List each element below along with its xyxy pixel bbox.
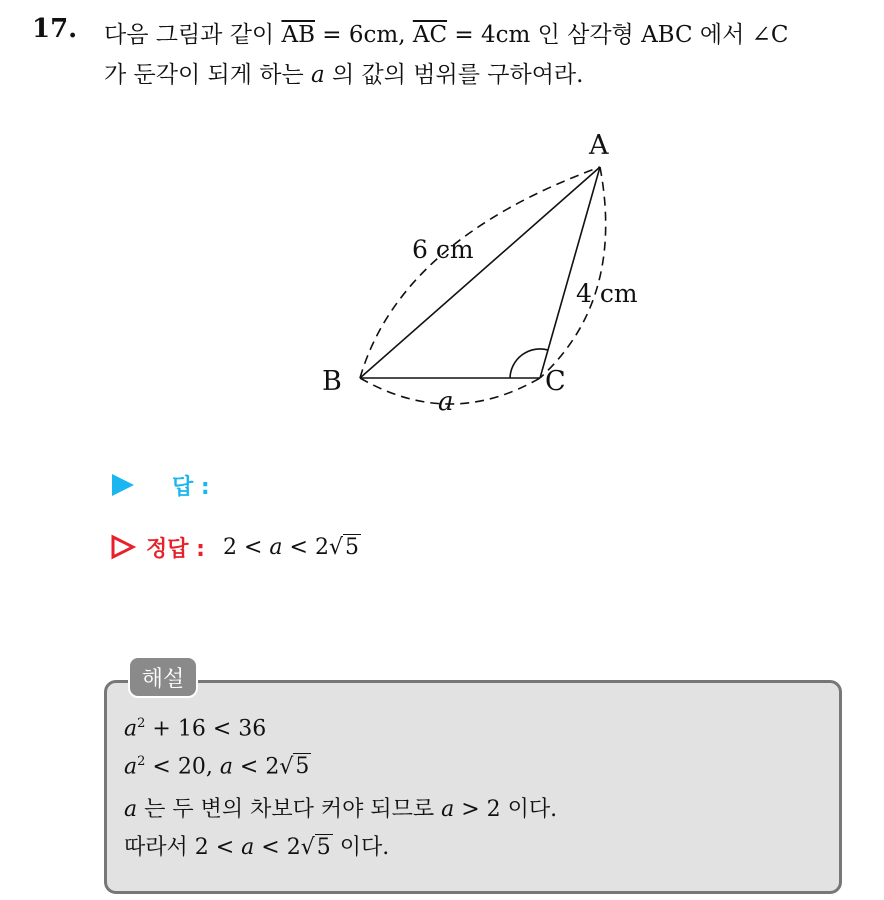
answer-label: 답 : bbox=[172, 474, 210, 500]
side-ac bbox=[540, 167, 600, 378]
dashed-arc-ac bbox=[540, 167, 606, 378]
explanation-line2: $a^2 < 20$, a < 2√5 bbox=[124, 754, 310, 780]
explanation-line3: a 는 두 변의 차보다 커야 되므로 a > 2 이다. bbox=[124, 797, 558, 822]
vertex-c-label: C bbox=[545, 366, 566, 397]
correct-answer-row bbox=[110, 532, 361, 562]
side-ab bbox=[360, 167, 600, 378]
explanation-box bbox=[104, 680, 842, 894]
question-text-line1: 다음 그림과 같이 $\overline{AB} = 6cm$, $\overline{AC} = 4cm$ 인 삼각형 ABC 에서 ∠C bbox=[104, 22, 789, 48]
explanation-tab: 해설 bbox=[128, 656, 198, 698]
vertex-b-label: B bbox=[322, 366, 342, 397]
angle-c-arc bbox=[510, 349, 548, 378]
explanation-line1: $a^2 + 16 < 36$ bbox=[124, 716, 267, 742]
correct-answer-triangle-icon bbox=[110, 534, 136, 560]
question-text-line2: 가 둔각이 되게 하는 a 의 값의 범위를 구하여라. bbox=[104, 62, 584, 88]
side-ab-length: 6 cm bbox=[412, 235, 474, 264]
correct-answer-value: 2 < a < 2√5 bbox=[222, 534, 359, 560]
segment-ab: $\overline{AB}$ bbox=[281, 22, 315, 48]
segment-ac: $\overline{AC}$ bbox=[412, 22, 448, 48]
side-ac-length: 4 cm bbox=[576, 279, 638, 308]
question-number: 17. bbox=[32, 14, 78, 44]
answer-row bbox=[110, 470, 210, 500]
explanation-line4: 따라서 2 < a < 2√5 이다. bbox=[124, 835, 390, 860]
answer-triangle-icon bbox=[110, 472, 136, 498]
vertex-a-label: A bbox=[589, 130, 609, 161]
correct-answer-label: 정답 : bbox=[146, 536, 205, 562]
side-bc-length: a bbox=[438, 387, 454, 417]
